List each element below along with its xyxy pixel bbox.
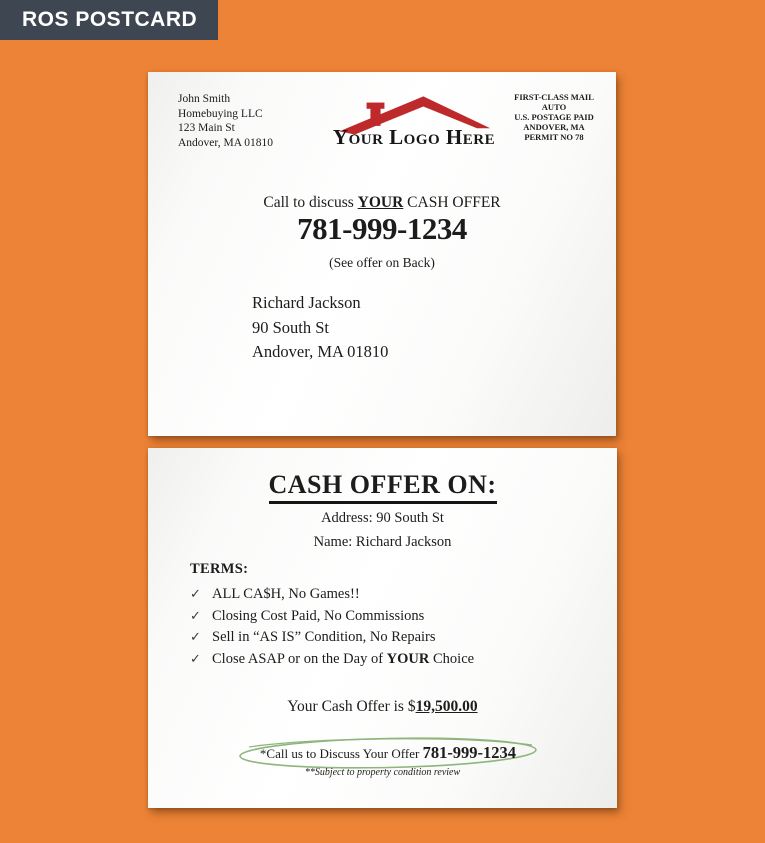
term-item: [190, 586, 474, 608]
offer-name-line: Name: Richard Jackson: [313, 534, 452, 550]
term-item: [190, 629, 474, 651]
cash-offer-heading: CASH OFFER ON:: [269, 470, 497, 504]
offer-address-line: Address: 90 South St: [321, 510, 444, 526]
text-line: Homebuying LLC: [178, 107, 263, 120]
terms-label: TERMS:: [190, 561, 249, 577]
badge-label: ROS POSTCARD: [22, 8, 198, 31]
text-line: Richard Jackson: [252, 293, 361, 312]
checkmark-icon: ✓: [190, 586, 201, 601]
call-to-discuss-line: [148, 194, 616, 212]
circled-call-phone: 781-999-1234: [422, 743, 517, 762]
recipient-address: [252, 291, 388, 365]
postcard-back: [148, 448, 617, 808]
text-line: 90 South St: [252, 317, 330, 337]
checkmark-icon: ✓: [190, 629, 201, 644]
circled-call-prefix: *Call us to Discuss Your Offer: [259, 746, 423, 761]
condition-footnote: **Subject to property condition review: [304, 767, 461, 778]
cash-offer-amount-line: [148, 698, 617, 716]
ros-postcard-badge: [0, 0, 218, 40]
text-line: John Smith: [178, 93, 231, 105]
text-line: AUTO: [541, 102, 567, 112]
term-item: [190, 608, 474, 630]
checkmark-icon: ✓: [190, 607, 201, 623]
text-line: FIRST-CLASS MAIL: [514, 92, 594, 102]
postage-indicia: [494, 92, 614, 142]
heading-wrap: [148, 470, 617, 504]
term-item: [190, 651, 474, 673]
text-line: Andover, MA 01810: [252, 342, 389, 361]
see-offer-note: (See offer on Back): [329, 255, 435, 270]
logo-text: Your Logo Here: [332, 125, 496, 149]
sender-address: [178, 92, 273, 150]
postcard-front: [148, 72, 616, 436]
term-text: Sell in “AS IS” Condition, No Repairs: [212, 629, 436, 645]
offer-prefix: Your Cash Offer is $: [287, 698, 416, 715]
offer-amount: 19,500.00: [415, 698, 478, 715]
front-phone-number: 781-999-1234: [297, 211, 467, 246]
circled-call-line: [235, 734, 541, 770]
text-line: U.S. POSTAGE PAID: [514, 112, 594, 122]
term-text: ALL CA$H, No Games!!: [212, 586, 360, 602]
call-line-pre: Call to discuss: [263, 194, 358, 211]
text-line: PERMIT NO 78: [524, 132, 584, 142]
circled-call-text: [235, 743, 541, 763]
text-line: ANDOVER, MA: [523, 122, 585, 132]
logo-placeholder: [328, 94, 500, 150]
terms-list: [190, 586, 474, 672]
text-line: Andover, MA 01810: [178, 136, 274, 149]
text-line: 123 Main St: [178, 122, 235, 134]
call-line-emphasis: YOUR: [357, 194, 404, 211]
checkmark-icon: ✓: [190, 650, 201, 666]
call-line-post: CASH OFFER: [403, 194, 501, 211]
term-text: Closing Cost Paid, No Commissions: [212, 607, 425, 624]
term-text: Close ASAP or on the Day of YOUR Choice: [212, 650, 475, 667]
